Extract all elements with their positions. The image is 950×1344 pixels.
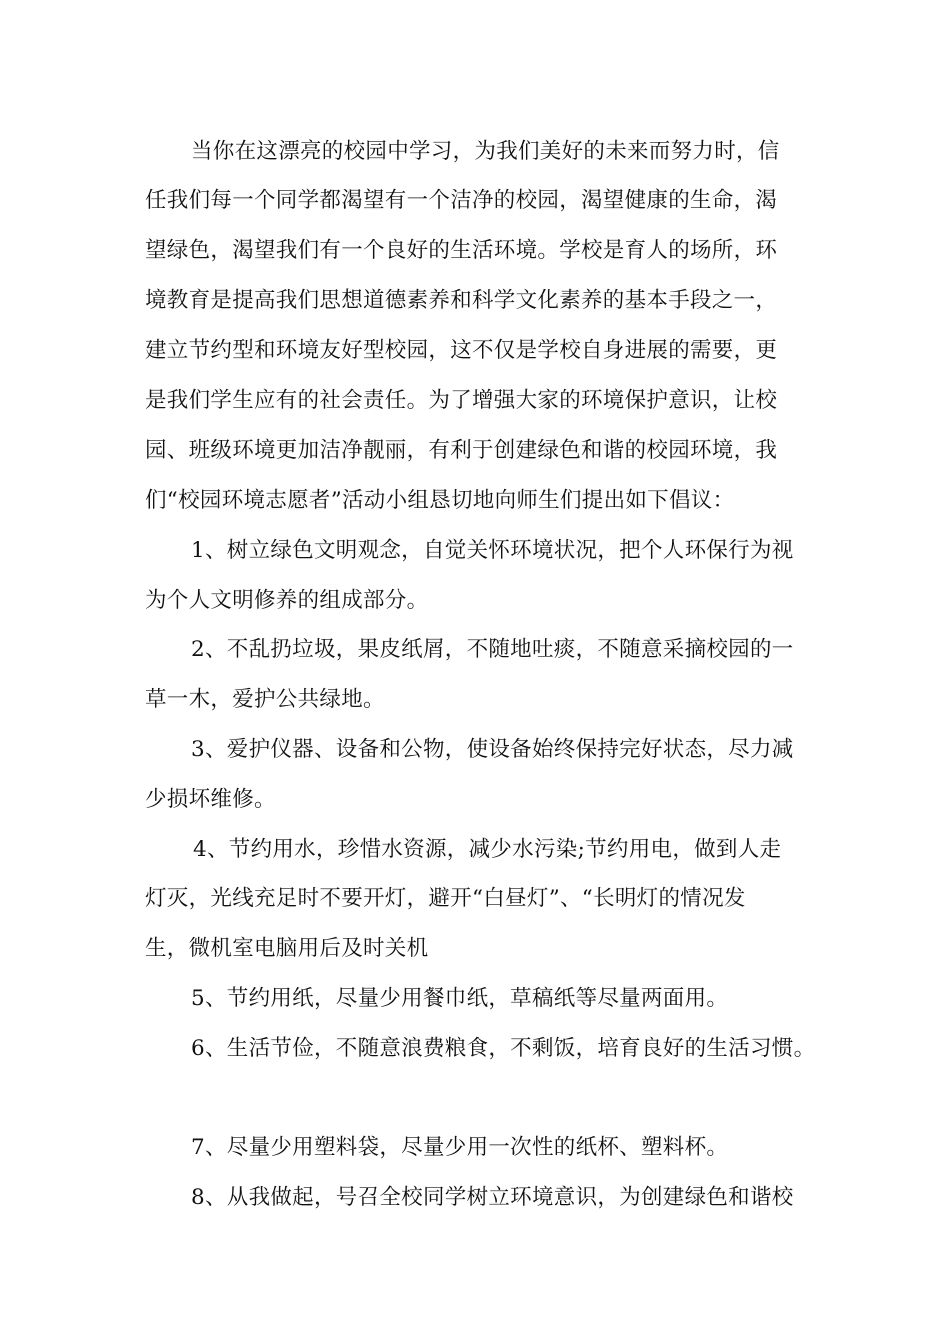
text-line-14: 少损坏维修。 (145, 787, 276, 812)
text-line-11: 2、不乱扔垃圾，果皮纸屑，不随地吐痰，不随意采摘校园的一 (191, 637, 794, 662)
text-line-17: 生，微机室电脑用后及时关机 (145, 936, 429, 961)
text-line-9: 1、树立绿色文明观念，自觉关怀环境状况，把个人环保行为视 (191, 538, 794, 563)
text-line-19: 6、生活节俭，不随意浪费粮食，不剩饭，培育良好的生活习惯。 (191, 1036, 816, 1061)
text-line-7: 园、班级环境更加洁净靓丽，有利于创建绿色和谐的校园环境，我 (145, 438, 778, 463)
text-line-13: 3、爱护仪器、设备和公物，使设备始终保持完好状态，尽力减 (191, 737, 794, 762)
text-line-16: 灯灭，光线充足时不要开灯，避开“白昼灯”、“长明灯的情况发 (145, 886, 746, 911)
text-line-4: 境教育是提高我们思想道德素养和科学文化素养的基本手段之一， (145, 288, 778, 313)
text-line-15: 4、节约用水，珍惜水资源，减少水污染;节约用电，做到人走 (193, 837, 782, 862)
text-line-8: 们“校园环境志愿者”活动小组恳切地向师生们提出如下倡议： (145, 488, 735, 513)
text-line-12: 草一木，爱护公共绿地。 (145, 687, 385, 712)
text-line-5: 建立节约型和环境友好型校园，这不仅是学校自身进展的需要，更 (145, 338, 778, 363)
text-line-1: 当你在这漂亮的校园中学习，为我们美好的未来而努力时，信 (191, 139, 780, 164)
text-line-6: 是我们学生应有的社会责任。为了增强大家的环境保护意识，让校 (145, 388, 778, 413)
text-line-3: 望绿色，渴望我们有一个良好的生活环境。学校是育人的场所，环 (145, 238, 778, 263)
text-line-2: 任我们每一个同学都渴望有一个洁净的校园，渴望健康的生命，渴 (145, 188, 778, 213)
text-line-20: 7、尽量少用塑料袋，尽量少用一次性的纸杯、塑料杯。 (191, 1135, 729, 1160)
text-line-18: 5、节约用纸，尽量少用餐巾纸，草稿纸等尽量两面用。 (191, 986, 729, 1011)
text-line-21: 8、从我做起，号召全校同学树立环境意识，为创建绿色和谐校 (191, 1185, 794, 1210)
text-line-10: 为个人文明修养的组成部分。 (145, 588, 429, 613)
